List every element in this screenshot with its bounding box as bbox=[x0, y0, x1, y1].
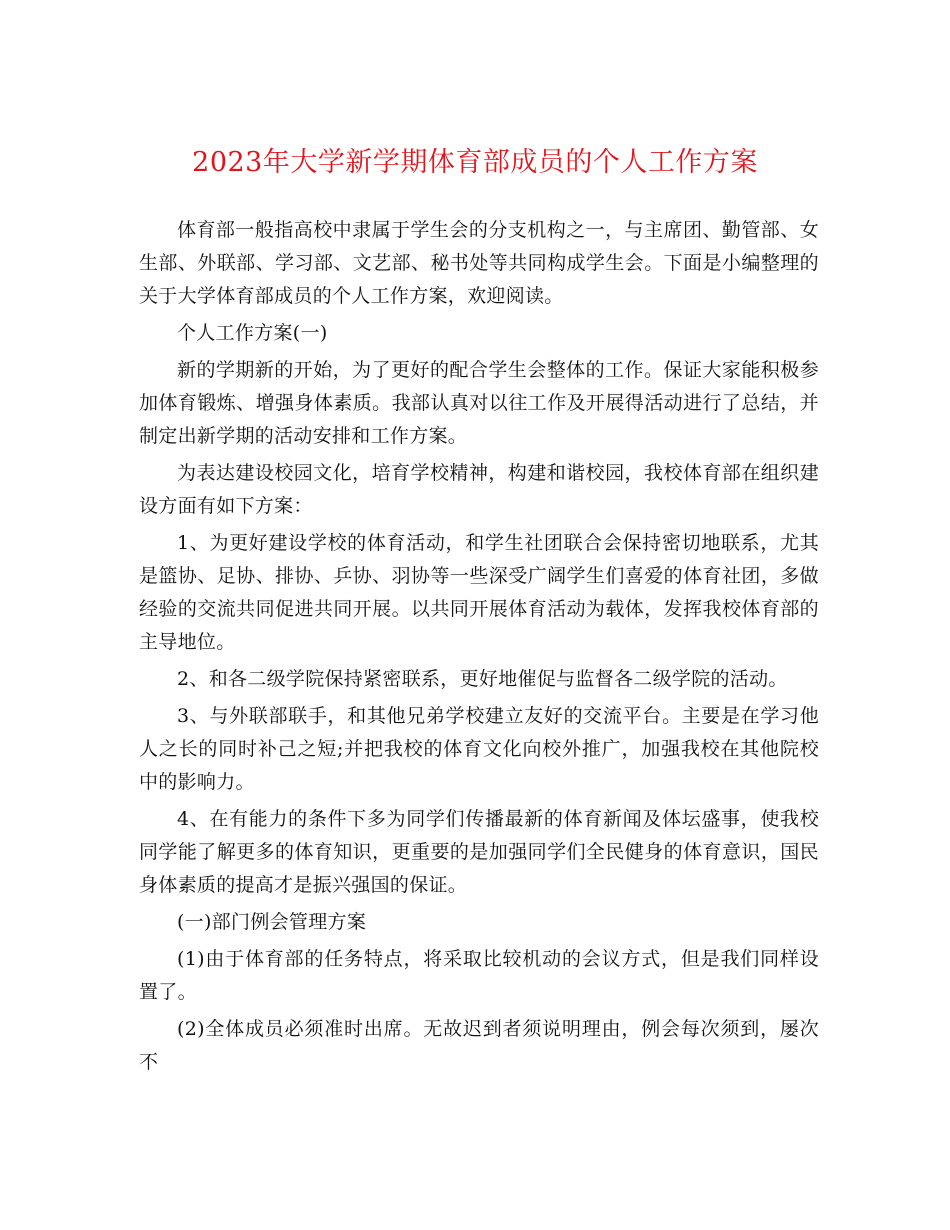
document-body bbox=[139, 214, 819, 1083]
list-item-4: 4、在有能力的条件下多为同学们传播最新的体育新闻及体坛盛事，使我校同学能了解更多的体育知识，更重要的是加强同学们全民健身的体育意识，国民身体素质的提高才是振兴强国的保证。 bbox=[139, 808, 819, 896]
section-heading-meeting: (一)部门例会管理方案 bbox=[177, 911, 367, 933]
paragraph-campus-culture: 为表达建设校园文化，培育学校精神，构建和谐校园，我校体育部在组织建设方面有如下方案： bbox=[139, 462, 819, 517]
list-item-2: 2、和各二级学院保持紧密联系，更好地催促与监督各二级学院的活动。 bbox=[177, 668, 788, 690]
meeting-rule-1: (1)由于体育部的任务特点，将采取比较机动的会议方式，但是我们同样设置了。 bbox=[139, 948, 819, 1003]
document-title: 2023年大学新学期体育部成员的个人工作方案 bbox=[192, 147, 758, 178]
list-item-1: 1、为更好建设学校的体育活动，和学生社团联合会保持密切地联系，尤其是篮协、足协、排协、乒协、羽协等一些深受广阔学生们喜爱的体育社团，多做经验的交流共同促进共同开展。以共同开展体育活动为载体，发挥我校体育部的主导地位。 bbox=[139, 532, 819, 653]
meeting-rule-2: (2)全体成员必须准时出席。无故迟到者须说明理由，例会每次须到，屡次不 bbox=[139, 1018, 819, 1073]
section-heading-plan-one: 个人工作方案(一) bbox=[177, 322, 328, 344]
list-item-3: 3、与外联部联手，和其他兄弟学校建立友好的交流平台。主要是在学习他人之长的同时补己之短;并把我校的体育文化向校外推广，加强我校在其他院校中的影响力。 bbox=[139, 705, 819, 793]
paragraph-new-semester: 新的学期新的开始，为了更好的配合学生会整体的工作。保证大家能积极参加体育锻炼、增强身体素质。我部认真对以往工作及开展得活动进行了总结，并制定出新学期的活动安排和工作方案。 bbox=[139, 359, 819, 447]
paragraph-intro: 体育部一般指高校中隶属于学生会的分支机构之一，与主席团、勤管部、女生部、外联部、学习部、文艺部、秘书处等共同构成学生会。下面是小编整理的关于大学体育部成员的个人工作方案，欢迎阅读。 bbox=[139, 219, 819, 307]
